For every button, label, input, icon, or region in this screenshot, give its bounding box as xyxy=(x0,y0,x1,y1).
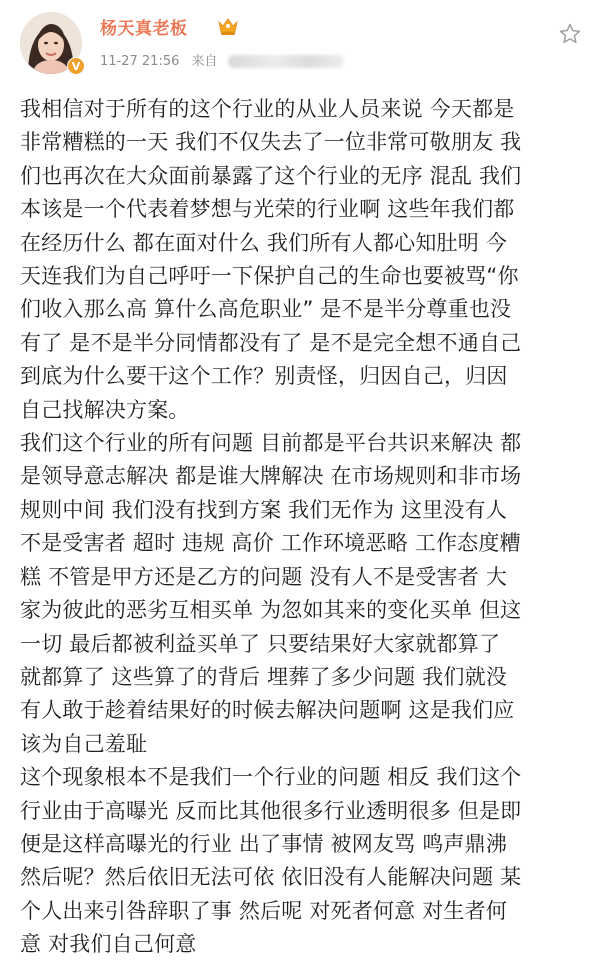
post-line: 不是受害者 超时 违规 高价 工作环境恶略 工作态度糟 xyxy=(20,531,521,556)
post-line: 在经历什么 都在面对什么 我们所有人都心知肚明 今 xyxy=(20,230,508,255)
post-line: 自己找解决方案。 xyxy=(20,397,190,422)
post-line: 我们这个行业的所有问题 目前都是平台共识来解决 都 xyxy=(20,431,522,456)
post-line: 们也再次在大众面前暴露了这个行业的无序 混乱 我们 xyxy=(20,163,522,188)
post-line: 我相信对于所有的这个行业的从业人员来说 今天都是 xyxy=(20,97,515,121)
post-line: 到底为什么要干这个工作？别责怪，归因自己，归因 xyxy=(20,364,508,389)
post-line: 本该是一个代表着梦想与光荣的行业啊 这些年我们都 xyxy=(20,197,515,222)
svg-text:V: V xyxy=(71,60,81,73)
post-line: 个人出来引咎辞职了事 然后呢 对死者何意 对生者何 xyxy=(20,898,508,923)
post-line: 该为自己羞耻 xyxy=(20,731,148,756)
post-line: 行业由于高曝光 反而比其他很多行业透明很多 但是即 xyxy=(20,798,522,823)
post-line: 有人敢于趁着结果好的时候去解决问题啊 这是我们应 xyxy=(20,698,515,723)
post-line: 们收入那么高 算什么高危职业” 是不是半分尊重也没 xyxy=(20,297,512,322)
post-line: 规则中间 我们没有找到方案 我们无作为 这里没有人 xyxy=(20,497,508,522)
crown-badge-icon xyxy=(217,16,239,36)
post-line: 一切 最后都被利益买单了 只要结果好大家就都算了 xyxy=(20,631,501,656)
post-paragraph-3 xyxy=(20,761,586,961)
post-line: 有了 是不是半分同情都没有了 是不是完全想不通自己 xyxy=(20,330,522,355)
post-line: 这个现象根本不是我们一个行业的问题 相反 我们这个 xyxy=(20,765,522,790)
post-source-blurred xyxy=(228,55,344,68)
post-line: 就都算了 这些算了的背后 埋葬了多少问题 我们就没 xyxy=(20,664,508,689)
post-line: 是领导意志解决 都是谁大牌解决 在市场规则和非市场 xyxy=(20,464,522,489)
post-source-prefix: 来自 xyxy=(191,54,218,69)
post-paragraph-1 xyxy=(20,93,586,427)
post-line: 意 对我们自己何意 xyxy=(20,932,197,957)
post-line: 非常糟糕的一天 我们不仅失去了一位非常可敬朋友 我 xyxy=(20,130,522,155)
post-content xyxy=(20,93,586,962)
verified-badge-icon xyxy=(66,56,86,76)
username[interactable]: 杨天真老板 xyxy=(100,19,188,39)
post-paragraph-2 xyxy=(20,427,586,761)
post-line: 糕 不管是甲方还是乙方的问题 没有人不是受害者 大 xyxy=(20,564,508,589)
post-timestamp: 11-27 21:56 xyxy=(100,54,180,69)
post-line: 天连我们为自己呼吁一下保护自己的生命也要被骂“你 xyxy=(20,264,519,289)
post-line: 然后呢？然后依旧无法可依 依旧没有人能解决问题 某 xyxy=(20,865,522,890)
star-icon[interactable] xyxy=(558,22,582,46)
avatar[interactable] xyxy=(20,12,82,74)
post-line: 家为彼此的恶劣互相买单 为忽如其来的变化买单 但这 xyxy=(20,598,522,623)
post-header xyxy=(0,0,600,88)
post-meta xyxy=(100,50,344,69)
post-line: 便是这样高曝光的行业 出了事情 被网友骂 鸣声鼎沸 xyxy=(20,831,508,856)
